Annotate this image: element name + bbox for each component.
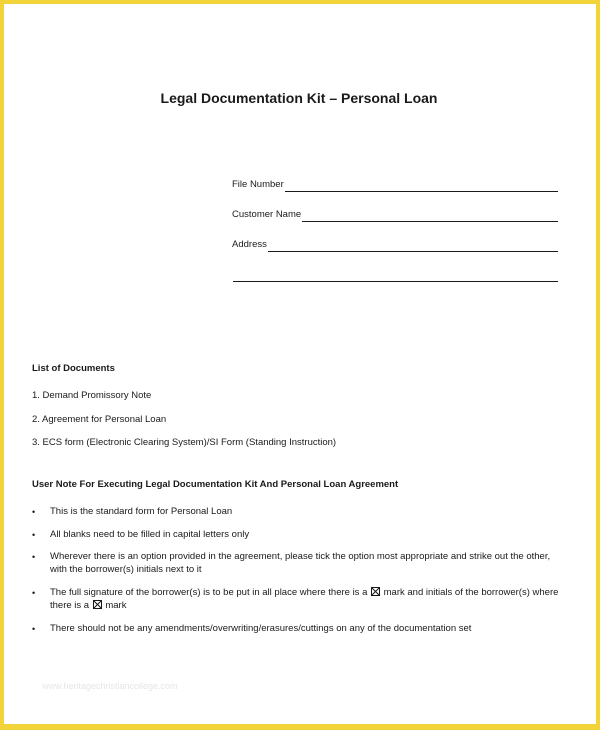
customer-name-blank: [302, 209, 558, 222]
address-blank: [268, 239, 558, 252]
file-number-blank: [285, 179, 558, 192]
boxed-cross-mark-icon: [371, 587, 380, 596]
address-row: [232, 239, 558, 269]
file-number-label: File Number: [232, 179, 284, 190]
boxed-cross-mark-icon: [93, 600, 102, 609]
customer-name-label: Customer Name: [232, 209, 302, 220]
address-label: Address: [232, 239, 267, 250]
bullet: •: [32, 507, 36, 517]
header-fields: [232, 179, 558, 299]
list-item: [32, 506, 562, 529]
note-text-part: mark and initials of the borrower(s) where there is a: [50, 587, 559, 611]
note-text: This is the standard form for Personal Loan: [50, 506, 233, 517]
file-number-row: [232, 179, 558, 209]
user-notes-list: [32, 506, 562, 643]
document-title: Legal Documentation Kit – Personal Loan: [160, 90, 438, 106]
address-continuation-blank: [233, 269, 558, 282]
customer-name-row: [232, 209, 558, 239]
bullet: •: [32, 530, 36, 540]
user-note-heading: User Note For Executing Legal Documentation Kit And Personal Loan Agreement: [32, 479, 399, 490]
list-item: 1. Demand Promissory Note: [32, 390, 152, 401]
note-text: All blanks need to be filled in capital letters only: [50, 529, 250, 540]
list-item: [32, 529, 562, 551]
bullet: •: [32, 624, 36, 634]
address-continuation-row: [232, 269, 558, 299]
document-page: [4, 4, 596, 724]
note-text-part: mark: [105, 599, 127, 611]
note-text-part: The full signature of the borrower(s) is to be put in all place where there is a: [50, 587, 368, 598]
list-item: [32, 587, 562, 623]
note-text: There should not be any amendments/overwriting/erasures/cuttings on any of the documentation set: [50, 623, 472, 634]
document-list: [32, 390, 336, 461]
note-text: Wherever there is an option provided in the agreement, please tick the option most appropriate and strike out the other, with the borrower(s) initials next to it: [50, 551, 551, 575]
watermark: www.heritagechristiancollege.com: [42, 681, 178, 691]
bullet: •: [32, 588, 36, 598]
note-text: [50, 587, 562, 623]
list-item: [32, 551, 562, 587]
list-of-documents-heading: List of Documents: [32, 363, 115, 374]
list-item: 3. ECS form (Electronic Clearing System)/SI Form (Standing Instruction): [32, 437, 337, 448]
list-item: 2. Agreement for Personal Loan: [32, 413, 167, 425]
bullet: •: [32, 552, 36, 562]
list-item: [32, 623, 562, 643]
